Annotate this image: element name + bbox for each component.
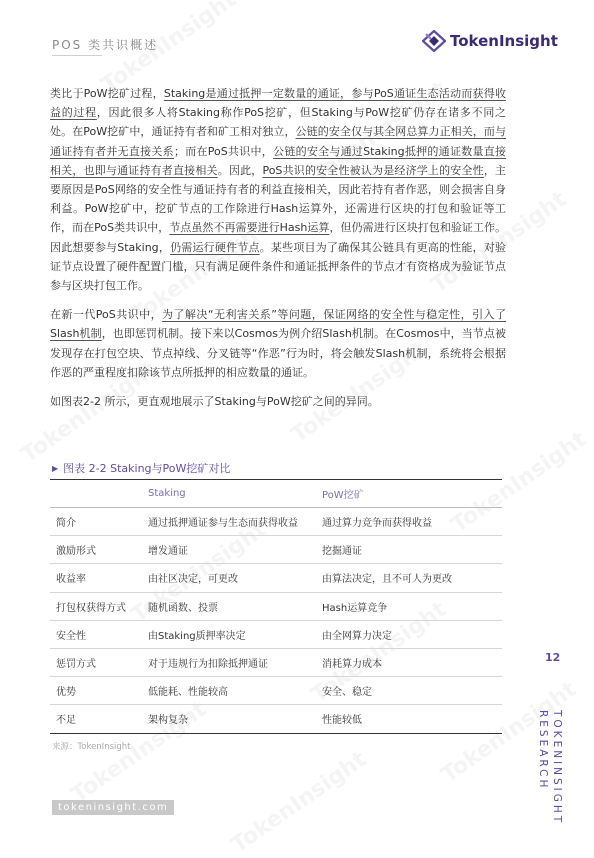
column-header: [50, 480, 142, 508]
table-cell: 性能较低: [316, 705, 502, 733]
table-cell: 由算法决定，且不可人为更改: [316, 564, 502, 592]
table-row: [50, 592, 502, 620]
section-title: POS 类共识概述: [52, 38, 159, 52]
table-cell: Hash运算竞争: [316, 592, 502, 620]
table-cell: 由Staking质押率决定: [142, 620, 316, 648]
tokeninsight-logo-icon: [422, 30, 446, 52]
underlined-text: Staking是通过抵押一定数量的通证，参与PoS通证生态活动而获得收益的过程: [50, 87, 506, 120]
table-row: [50, 564, 502, 592]
table-cell: 消耗算力成本: [316, 648, 502, 676]
table-header-row: [50, 480, 502, 508]
caption-triangle-icon: ▶: [52, 463, 59, 473]
comparison-table: [50, 479, 502, 734]
row-label-cell: 不足: [50, 705, 142, 733]
body-text: [50, 84, 506, 421]
row-label-cell: 优势: [50, 677, 142, 705]
table-cell: 增发通证: [142, 536, 316, 564]
side-brand-text: TOKENINSIGHT RESEARCH: [537, 710, 563, 826]
table-cell: 由全网算力决定: [316, 620, 502, 648]
text-run: ，因此很多人将Staking称作PoS挖矿，但Staking与PoW挖矿仍存在诸多不同之处。在PoW挖矿中，通证持有者和矿工相对独立，: [50, 106, 507, 139]
text-run: ，主要原因是PoS网络的安全性与通证持有者的利益直接相关，因此若持有者作恶，则会损害自身利益。PoW挖矿中，挖矿节点的工作除进行Hash运算外，还需进行区块的打包和验证等工作，而在PoS类共识中，: [50, 163, 507, 235]
column-header: Staking: [142, 480, 316, 508]
table-row: [50, 620, 502, 648]
table-cell: 架构复杂: [142, 705, 316, 733]
table-cell: 挖掘通证: [316, 536, 502, 564]
underlined-text: 仍需运行硬件节点: [170, 240, 260, 254]
column-header: PoW挖矿: [316, 480, 502, 508]
underlined-text: 为了解决“无利害关系”等问题，保证网络的安全性与稳定性，引入了Slash机制: [50, 308, 506, 341]
table-row: [50, 508, 502, 536]
text-run: ；而在PoS共识中，: [173, 144, 274, 158]
table-cell: 对于违规行为扣除抵押通证: [142, 648, 316, 676]
header-divider: [52, 55, 102, 56]
table-row: [50, 536, 502, 564]
page-number: 12: [545, 651, 561, 664]
table-cell: 随机函数、投票: [142, 592, 316, 620]
table-cell: 低能耗、性能较高: [142, 677, 316, 705]
brand-logo: [422, 30, 558, 52]
table-cell: 安全、稳定: [316, 677, 502, 705]
underlined-text: 公链的安全与通过Staking抵押的通证数量直接相关，也即与通证持有者直接相关: [50, 144, 507, 177]
watermark-text: [227, 747, 371, 858]
text-run: 。某些项目为了确保其公链具有更高的性能，对验证节点设置了硬件配置门槛，只有满足硬件条件和通证抵押条件的节点才有资格成为验证节点参与区块打包工作。: [50, 240, 507, 293]
text-run: 类比于PoW挖矿过程，: [50, 87, 164, 100]
row-label-cell: 激励形式: [50, 536, 142, 564]
row-label-cell: 简介: [50, 508, 142, 536]
underlined-text: 节点虽然不再需要进行Hash运算: [169, 221, 330, 235]
underlined-text: PoS共识的安全性被认为是经济学上的安全性: [262, 163, 484, 177]
table-row: [50, 705, 502, 733]
table-cell: 通过算力竞争而获得收益: [316, 508, 502, 536]
row-label-cell: 惩罚方式: [50, 648, 142, 676]
table-row: [50, 677, 502, 705]
paragraph-3: [50, 392, 506, 411]
text-run: 如图表2-2 所示，更直观地展示了Staking与PoW挖矿之间的异同。: [50, 395, 379, 409]
row-label-cell: 安全性: [50, 620, 142, 648]
paragraph-1: [50, 84, 506, 295]
text-run: ，也即惩罚机制。接下来以Cosmos为例介绍Slash机制。在Cosmos中，当节点被发现存在打包空块、节点掉线、分叉链等“作恶”行为时，将会触发Slash机制，系统将会根据作恶的严重程度扣除该节点所抵押的相应数量的通证。: [50, 327, 506, 379]
text-run: 。因此，: [217, 163, 263, 177]
text-run: 在新一代PoS共识中，: [50, 308, 163, 322]
paragraph-2: [50, 305, 506, 382]
table-cell: 由社区决定，可更改: [142, 564, 316, 592]
row-label-cell: 打包权获得方式: [50, 592, 142, 620]
figure-source: 来源：TokenInsight: [52, 742, 131, 752]
figure-caption-text: 图表 2-2 Staking与PoW挖矿对比: [63, 462, 231, 475]
table-body: [50, 508, 502, 734]
text-run: ，但仍需进行区块打包和验证工作。因此想要参与Staking，: [50, 221, 507, 254]
brand-name: TokenInsight: [450, 32, 558, 50]
row-label-cell: 收益率: [50, 564, 142, 592]
table-row: [50, 648, 502, 676]
table-cell: 通过抵押通证参与生态而获得收益: [142, 508, 316, 536]
footer-website-link[interactable]: tokeninsight.com: [52, 800, 174, 815]
underlined-text: 公链的安全仅与其全网总算力正相关，而与通证持有者并无直接关系: [50, 125, 506, 158]
figure-caption: [52, 460, 230, 476]
